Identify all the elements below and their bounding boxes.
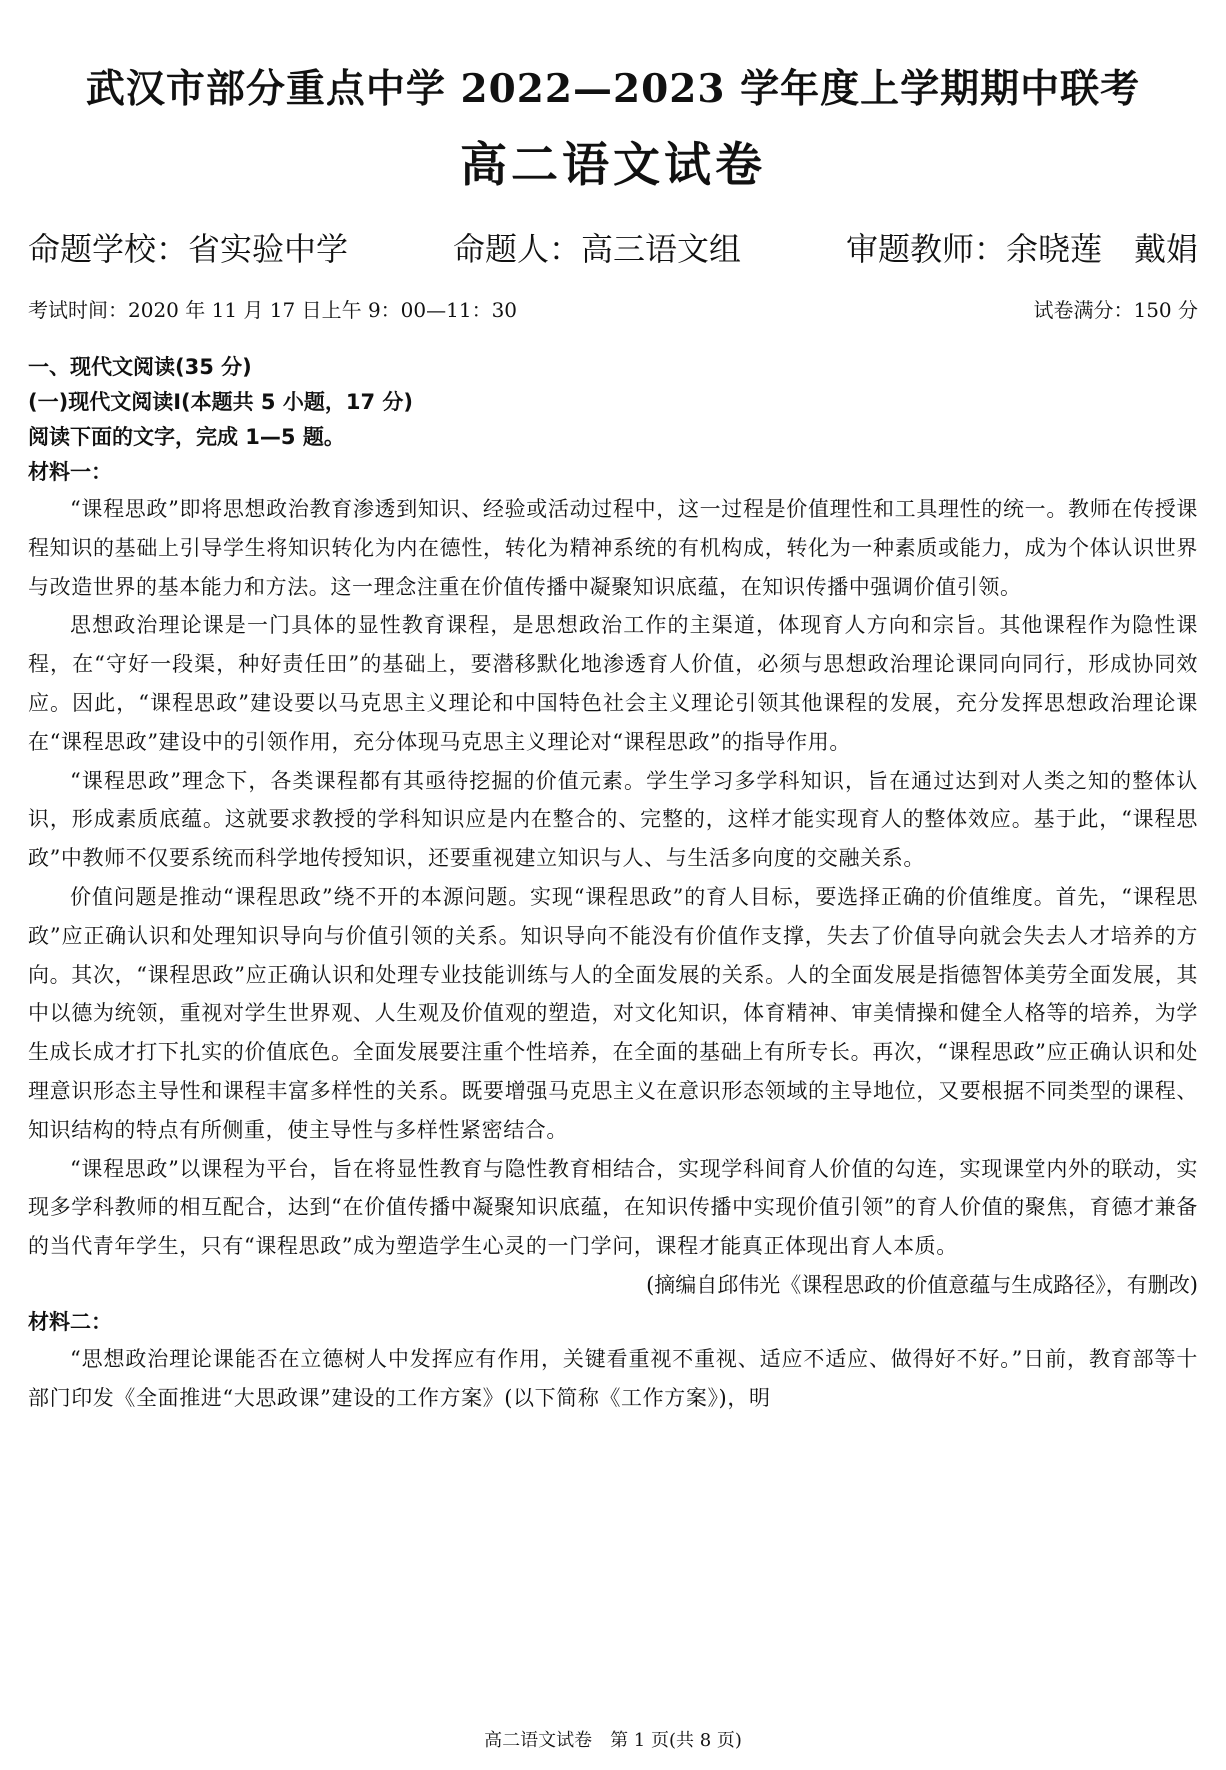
section-subheading: (一)现代文阅读Ⅰ(本题共 5 小题，17 分): [28, 390, 413, 414]
material-one-paragraph: 价值问题是推动“课程思政”绕不开的本源问题。实现“课程思政”的育人目标，要选择正确的价值维度。首先，“课程思政”应正确认识和处理知识导向与价值引领的关系。知识导向不能没有价值作支撑，失去了价值导向就会失去人才培养的方向。其次，“课程思政”应正确认识和处理专业技能训练与人的全面发展的关系。人的全面发展是指德智体美劳全面发展，其中以德为统领，重视对学生世界观、人生观及价值观的塑造，对文化知识，体育精神、审美情操和健全人格等的培养，为学生成长成才打下扎实的价值底色。全面发展要注重个性培养，在全面的基础上有所专长。再次，“课程思政”应正确认识和处理意识形态主导性和课程丰富多样性的关系。既要增强马克思主义在意识形态领域的主导地位，又要根据不同类型的课程、知识结构的特点有所侧重，使主导性与多样性紧密结合。: [28, 884, 1198, 1142]
material-two-label: 材料二：: [28, 1309, 112, 1334]
setter-school: 命题学校：省实验中学: [28, 230, 349, 268]
material-one-label: 材料一：: [28, 460, 112, 484]
reading-section: [28, 350, 1198, 1417]
author-line: [28, 224, 1198, 270]
material-one-source: (摘编自邱伟光《课程思政的价值意蕴与生成路径》，有删改): [646, 1272, 1198, 1297]
material-one-paragraph: “课程思政”以课程为平台，旨在将显性教育与隐性教育相结合，实现学科间育人价值的勾连，实现课堂内外的联动，实现多学科教师的相互配合，达到“在价值传播中凝聚知识底蕴，在知识传播中实现价值引领”的育人价值的聚焦，育德才兼备的当代青年学生，只有“课程思政”成为塑造学生心灵的一门学问，课程才能真正体现出育人本质。: [28, 1156, 1198, 1259]
exam-title: 武汉市部分重点中学 2022—2023 学年度上学期期中联考: [85, 66, 1141, 112]
reviewer: 审题教师：余晓莲 戴娟: [845, 230, 1198, 268]
material-two-paragraph: “思想政治理论课能否在立德树人中发挥应有作用，关键看重视不重视、适应不适应、做得好不好。”日前，教育部等十部门印发《全面推进“大思政课”建设的工作方案》(以下简称《工作方案》)，明: [28, 1346, 1198, 1410]
material-one-paragraph: 思想政治理论课是一门具体的显性教育课程，是思想政治工作的主渠道，体现育人方向和宗旨。其他课程作为隐性课程，在“守好一段渠，种好责任田”的基础上，要潜移默化地渗透育人价值，必须与思想政治理论课同向同行，形成协同效应。因此，“课程思政”建设要以马克思主义理论和中国特色社会主义理论引领其他课程的发展，充分发挥思想政治理论课在“课程思政”建设中的引领作用，充分体现马克思主义理论对“课程思政”的指导作用。: [28, 613, 1198, 754]
section-instruction: 阅读下面的文字，完成 1—5 题。: [28, 425, 345, 449]
full-score: 试卷满分：150 分: [1033, 298, 1198, 322]
page-footer: 高二语文试卷 第 1 页(共 8 页): [484, 1730, 742, 1751]
setter-person: 命题人：高三语文组: [452, 230, 741, 268]
section-heading: 一、现代文阅读(35 分): [28, 355, 252, 379]
exam-subtitle: 高二语文试卷: [460, 138, 766, 193]
material-one-paragraph: “课程思政”理念下，各类课程都有其亟待挖掘的价值元素。学生学习多学科知识，旨在通过达到对人类之知的整体认识，形成素质底蕴。这就要求教授的学科知识应是内在整合的、完整的，这样才能实现育人的整体效应。基于此，“课程思政”中教师不仅要系统而科学地传授知识，还要重视建立知识与人、与生活多向度的交融关系。: [28, 768, 1198, 871]
material-one-paragraph: “课程思政”即将思想政治教育渗透到知识、经验或活动过程中，这一过程是价值理性和工具理性的统一。教师在传授课程知识的基础上引导学生将知识转化为内在德性，转化为精神系统的有机构成，转化为一种素质或能力，成为个体认识世界与改造世界的基本能力和方法。这一理念注重在价值传播中凝聚知识底蕴，在知识传播中强调价值引领。: [28, 497, 1198, 599]
exam-time: 考试时间：2020 年 11 月 17 日上午 9：00—11：30: [28, 298, 518, 322]
